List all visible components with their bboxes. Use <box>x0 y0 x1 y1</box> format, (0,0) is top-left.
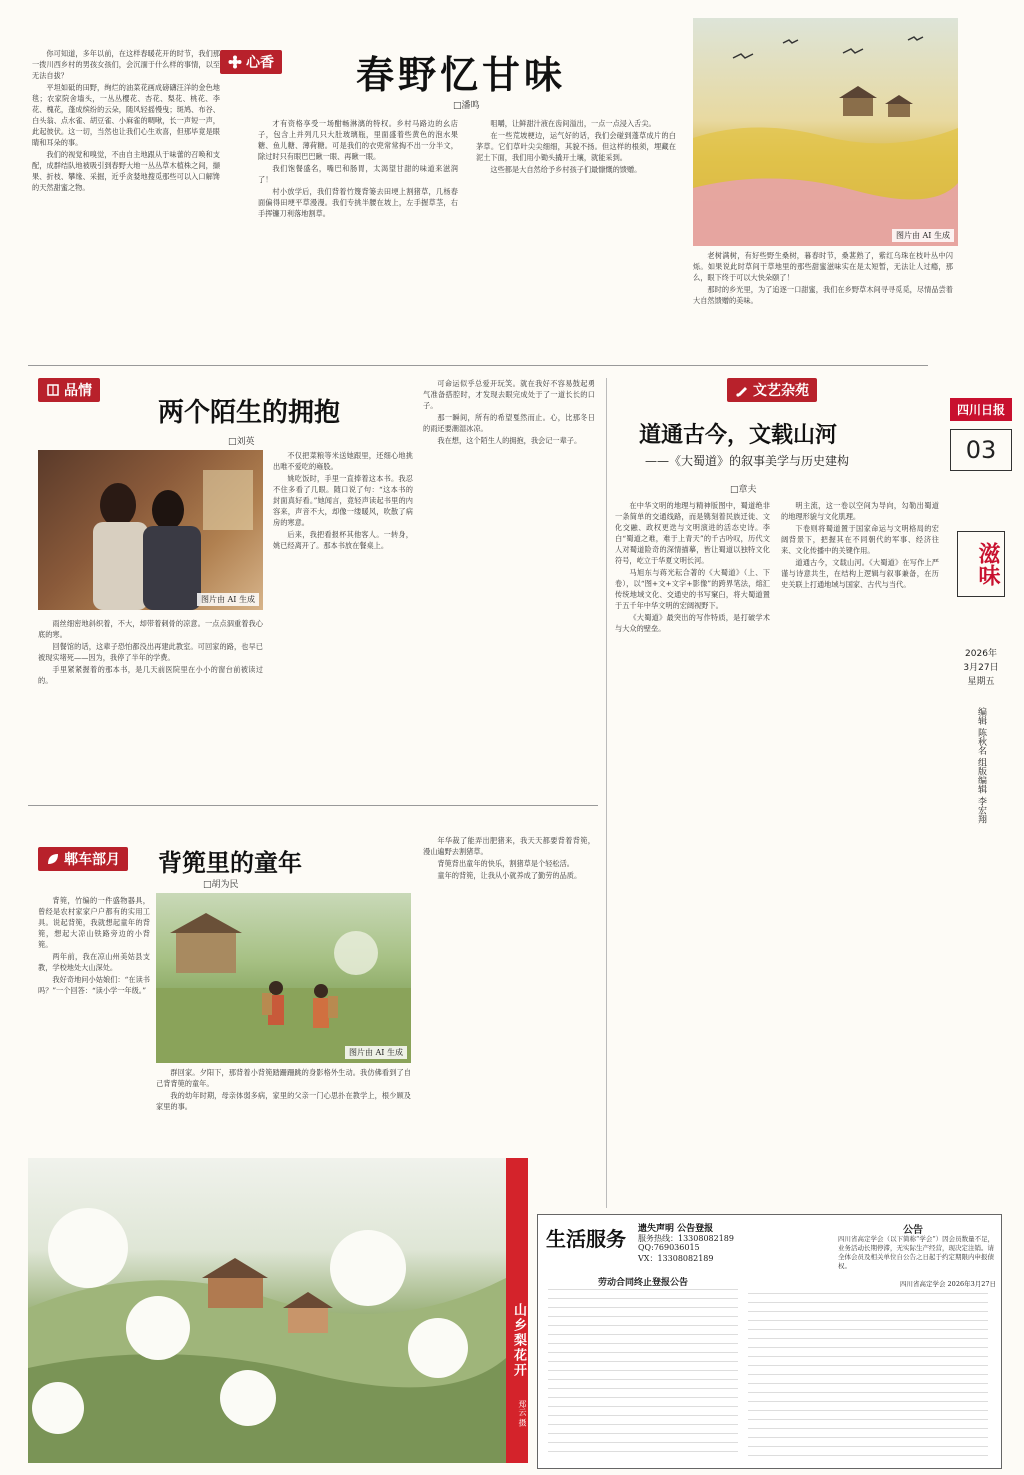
photo-caption: 图片由 AI 生成 <box>345 1046 407 1059</box>
illustration-basket-children <box>156 893 411 1063</box>
section-tag-label: 心香 <box>246 55 274 71</box>
notice-body-placeholder <box>748 1293 988 1463</box>
classifieds-box <box>537 1214 1002 1469</box>
illustration-embrace <box>38 450 263 610</box>
article-title: 两个陌生的拥抱 <box>158 398 341 428</box>
divider <box>28 805 598 806</box>
article-title: 背篼里的童年 <box>158 848 302 877</box>
article-title: 道通古今，文载山河 <box>639 422 838 448</box>
article-column: 年华裁了能弄出肥猪来，我天天都要背着背篼，漫山遍野去割猪草。 背篼背出童年的快乐，割猪草是个轻松活。 童年的背篼，让我从小就养成了勤劳的品质。 <box>423 836 595 880</box>
page-masthead <box>950 398 1012 828</box>
section-tag-label: 郫车部月 <box>64 852 120 868</box>
notice-body-placeholder <box>548 1289 738 1459</box>
divider-vertical <box>606 378 607 1208</box>
article-spring <box>28 18 953 348</box>
article-column: 才有资格享受一场酣畅淋漓的特权。乡村马路边的幺店子，包含上并列几只大肚玻璃瓶，里面盛着些黄色的泡水果糖、鱼儿糖、薄荷糖。可是我们的衣兜常常掏不出一分半文，除过时只有眼巴巴瞅一眼、再瞅一眼。 我们饱餐盛名，嘴巴和肠胃，太渴望甘甜的味道来滋润了！ 村小放学后，我们背着竹篾背篓去田埂上割猪草，几杨春面偏得田埂平草漫漫。我们专挑半腰在坡上，左手握草茎，右手挥镰刀利落地割草。 <box>258 119 458 218</box>
classifieds-brand: 生活服务 <box>546 1227 626 1251</box>
weekday: 星期五 <box>967 677 995 687</box>
article-column: 不仅把菜粮等米送她跟里，还细心地挑出唯不爱吃的雍股。 姚吃饭时，手里一直捧着这本书。我忍不住多看了几眼。随口说了句：“这本书的封面真好看。”她闻言，竟轻声读起书里的内容来，声音不大，却像一缕暖风，吹散了病房的寒意。 后来，我把看报杯其他客人。一转身，姚已经离开了。那本书放在餐桌上。 <box>273 451 413 550</box>
article-embrace <box>28 378 598 798</box>
notice-signature: 四川省高定学会 2026年3月27日 <box>899 1280 996 1288</box>
article-subtitle: ——《大蜀道》的叙事美学与历史建构 <box>645 454 850 468</box>
section-tag-wenyi <box>727 378 817 402</box>
section-tag-pinqing <box>38 378 100 402</box>
date-day: 3月27日 <box>963 663 999 673</box>
editors-credit: 编辑 陈秋名 组版编辑 李宏翔 <box>976 707 986 824</box>
article-basket <box>28 815 598 1150</box>
article-column: 雨丝细密地斜织着，不大，却带着刺骨的凉意。一点点泅重着我心底的寒。 回餐馆的话，这辈子恐怕都没出再建此教室。可回家的路，也早已被现实堵死——因为，我停了半年的学费。 手里紧紧握着的那本书，是几天前医院里在小小的窗台前被读过的。 <box>38 619 263 685</box>
article-column: 老树满树，有好些野生桑树，暮春时节，桑葚熟了，紫红乌珠在枝叶丛中闪烁。如果说此时草间干草地里的那些甜蜜滋味实在是太短暂，无法让人过瘾，那么，眼下终于可以大快朵颐了！ 那时的乡光里，为了追逐一口甜蜜，我们在乡野草木间寻寻觅觅，尽情品尝着大自然馈赠的美味。 <box>693 251 953 305</box>
page-number: 03 <box>950 429 1012 471</box>
article-column: 你可知道，多年以前，在这样春暖花开的时节，我们那一拨川西乡村的男孩女孩们，会沉湎于什么样的事情，以至无法自拔？ 平坦如砥的田野，绚烂的油菜花画成磅礴汪洋的金色地毯；农家院舍墙头，一丛丛樱花、杏花、梨花、桃花、李花、槐花，蓬成缤纷的云朵，随风轻摇慢曳；斑鸠、布谷、白头翁、点水雀、胡豆雀、小麻雀的啁啾，长一声短一声，此起彼伏。这一切，当然也让我们心生欢喜，但那毕竟是眼睛和耳朵的事。 我们的视觉和嗅觉，不由自主地跟从于味蕾的召唤和支配，成群结队地被吸引到春野大地一丛丛草木植株之间，撷果、折枝、攀缘、采掘，近乎贪婪地搜觅那些可以入口解馋的天然甜蜜之物。 <box>32 49 220 192</box>
article-byline: □潘鸣 <box>453 101 480 111</box>
section-name: 滋味 <box>957 531 1005 597</box>
service-vx: VX：13308082189 <box>638 1254 714 1263</box>
article-column: 背篼，竹编的一件盛物器具，曾经是农村家家户户都有的实用工具。说起背篼，我就想起童年的背篼，想起大凉山铁路旁边的小背篼。 两年前，我在凉山州美姑县支教，学校地处大山深处。 我好奇地问小姑娘们：“在读书吗？”一个回答：“读小学一年级。” <box>38 896 150 995</box>
article-column: 明主流，这一卷以空间为导向，勾勒出蜀道的地理形貌与文化肌理。 下卷则将蜀道置于国家命运与文明格局的宏阔背景下，把握其在不同朝代的军事、经济往来、文化传播中的关键作用。 道通古今，文载山河。《大蜀道》在写作上严谨与诗意共生，在结构上逻辑与叙事兼备，在历史关联上打通地域与国家、古代与当代。 <box>781 501 939 589</box>
service-qq: QQ:769036015 <box>638 1243 700 1252</box>
article-shudao <box>615 378 940 1208</box>
newspaper-logo: 四川日报 <box>950 398 1012 421</box>
photo-pear-blossom-village <box>28 1158 506 1463</box>
classifieds-header: 遗失声明 公告登报 <box>638 1224 714 1234</box>
brush-icon <box>735 383 749 397</box>
flower-icon <box>228 55 242 69</box>
service-phone: 服务热线：13308082189 <box>638 1234 734 1243</box>
section-tag-pitong <box>38 847 128 871</box>
article-column: 咀嚼，让鲜甜汁液在齿间溢出，一点一点浸入舌尖。 在一些荒坡梗边，运气好的话，我们会碰到蓬草成片的白茅草。它们草叶尖尖细细，其貌不扬。但这样的根须，埋藏在泥土下面，我们用小锄头撬开土壤，就能采到。 这些都是大自然给予乡村孩子们最慷慨的馈赠。 <box>476 119 676 174</box>
notice-title: 劳动合同终止登报公告 <box>597 1278 688 1288</box>
article-column: 群回家。夕阳下，那背着小背篼踏跚跚跳的身影格外生动。我仿佛看到了自己背背篼的童年。 我的幼年时期，母亲体弱多病，家里的父亲一门心思扑在教学上，根少顾及家里的事。 <box>156 1068 411 1111</box>
section-tag-label: 品情 <box>64 383 92 399</box>
article-column: 可命运似乎总爱开玩笑。就在我好不容易鼓起勇气准备搭腔时，才发现去眼完成处于了一道长长的口子。 那一瞬间，所有的希望戛然而止。心，比那冬日的雨还要潮湿冰凉。 我在想，这个陌生人的拥抱，我会记一辈子。 <box>423 379 595 445</box>
photo-title: 山乡梨花开 <box>506 1158 528 1463</box>
divider <box>28 365 928 366</box>
section-tag-label: 文艺杂苑 <box>753 383 809 399</box>
photo-caption: 图片由 AI 生成 <box>197 593 259 606</box>
date-year: 2026年 <box>965 649 997 659</box>
photo-byline: 郑云 摄 <box>518 1400 527 1427</box>
article-byline: □胡为民 <box>203 880 239 890</box>
article-byline: □章夫 <box>730 485 757 495</box>
book-icon <box>46 383 60 397</box>
section-tag-xinxiang <box>220 50 282 74</box>
article-byline: □刘英 <box>228 437 255 447</box>
article-column: 在中华文明的地理与精神版图中，蜀道绝非一条简单的交通线路，而是镌刻着民族迁徙、文化交融、政权更迭与文明演进的活态史诗。李白“蜀道之难，难于上青天”的千古吟叹，历代文人对蜀道险奇的深情描摹，皆让蜀道以独特文化符号，屹立于华夏文明长河。 马旭东与蒋光耘合著的《大蜀道》（上、下卷），以“图+文+文字+影像”的跨界笔法，熔汇传统地域文化、交通史的书写窠臼，将大蜀道置于五千年中华文明的宏阔视野下。 《大蜀道》最突出的写作特质，是打破学术与大众的壁垒。 <box>615 501 770 633</box>
leaf-icon <box>46 852 60 866</box>
notice-body: 四川省高定学会（以下简称“学会”）因会员数量不足，业务活动长期停滞，无实际生产经营，现决定注销。请全体会员及相关单位自公告之日起于约定期限内申报债权。 <box>838 1235 995 1270</box>
photo-caption: 图片由 AI 生成 <box>892 229 954 242</box>
notice-title: 公告 <box>903 1225 923 1236</box>
illustration-spring-field <box>693 18 958 246</box>
article-title: 春野忆甘味 <box>356 52 567 97</box>
